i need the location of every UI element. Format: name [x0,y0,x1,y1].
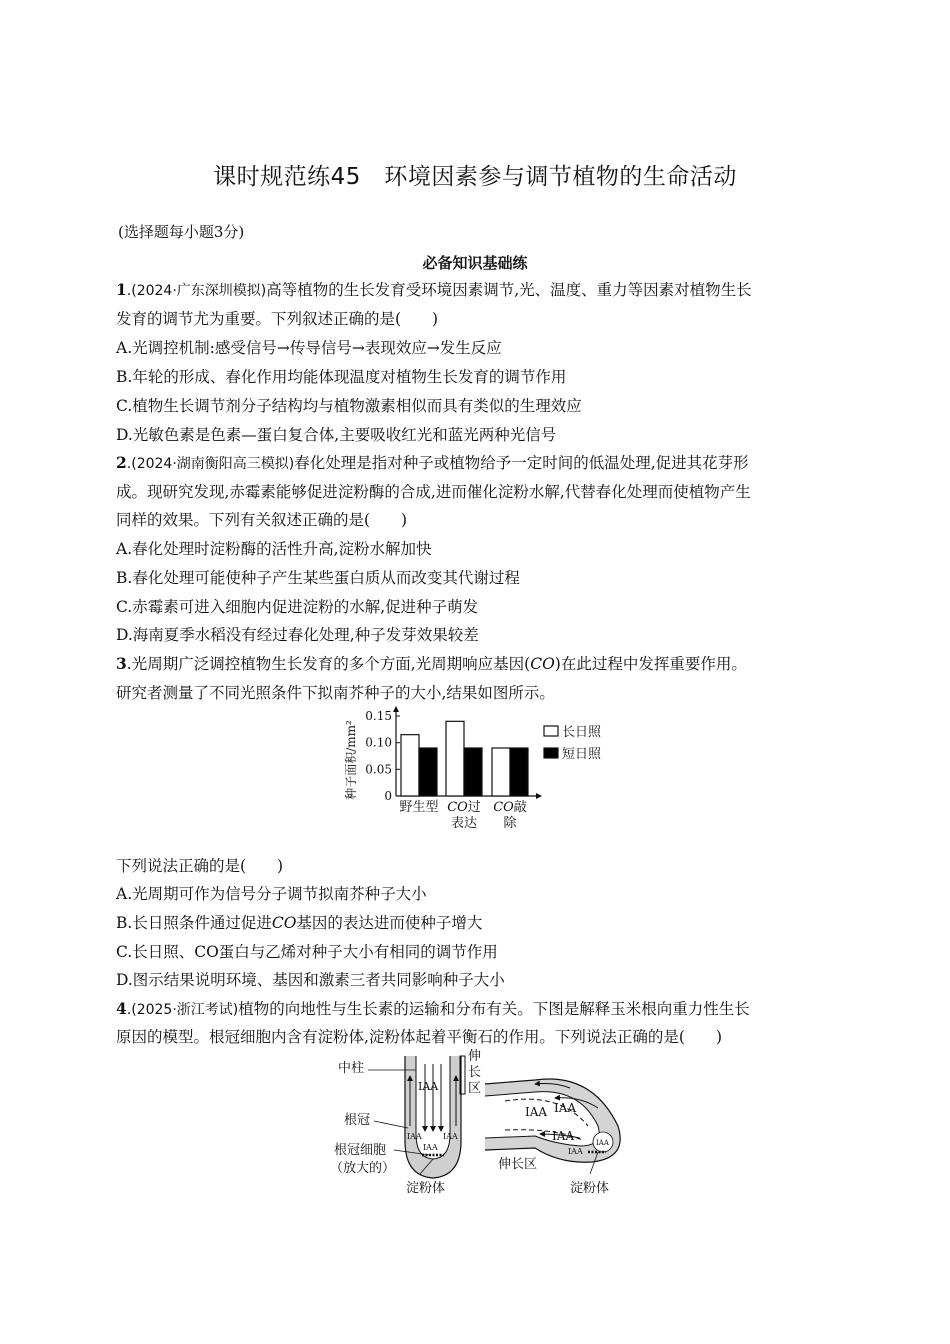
q2-stem-line1: 2.(2024·湖南衡阳高三模拟)春化处理是指对种子或植物给予一定时间的低温处理,促进其花芽形 [116,453,749,472]
q2-stem-line2: 成。现研究发现,赤霉素能够促进淀粉酶的合成,进而催化淀粉水解,代替春化处理而使植物产生 [116,483,751,501]
q1-option-a: A.光调控机制:感受信号→传导信号→表现效应→发生反应 [116,339,502,357]
q2-option-a: A.春化处理时淀粉酶的活性升高,淀粉水解加快 [116,540,432,558]
iaa-label: IAA [443,1132,458,1141]
x-axis-arrow [536,793,542,799]
vertical-root-figure [330,1048,481,1196]
iaa-label: IAA [423,1143,438,1152]
legend-swatch [544,748,558,758]
bar-long-day [446,721,464,796]
y-tick-label: 0.10 [365,735,392,750]
y-tick-label: 0.15 [365,709,392,723]
label-dianfenti-right: 淀粉体 [570,1181,610,1196]
q3-stem-line1: 3.光周期广泛调控植物生长发育的多个方面,光周期响应基因(CO)在此过程中发挥重要作用。 [116,654,747,673]
iaa-label: IAA [407,1132,422,1141]
q2-option-b: B.春化处理可能使种子产生某些蛋白质从而改变其代谢过程 [116,569,520,587]
iaa-label: IAA [418,1080,439,1093]
q1-option-c: C.植物生长调节剂分子结构均与植物激素相似而具有类似的生理效应 [116,397,582,415]
bar-short-day [510,748,528,796]
label-dianfenti-left: 淀粉体 [406,1181,446,1196]
q1-option-b: B.年轮的形成、春化作用均能体现温度对植物生长发育的调节作用 [116,368,567,386]
bar-long-day [492,748,510,796]
page-title: 课时规范练45 环境因素参与调节植物的生命活动 [213,164,737,190]
horizontal-root-figure [485,1079,620,1196]
q3-option-a: A.光周期可作为信号分子调节拟南芥种子大小 [116,885,427,903]
q1-stem-line1: 1.(2024·广东深圳模拟)高等植物的生长发育受环境因素调节,光、温度、重力等因素对植物生长 [116,280,752,299]
q3-ask: 下列说法正确的是( ) [116,857,284,875]
score-note: (选择题每小题3分) [118,223,245,241]
iaa-label: IAA [525,1105,548,1119]
root-gravitropism-diagram [330,1046,630,1196]
q2-option-d: D.海南夏季水稻没有经过春化处理,种子发芽效果较差 [116,626,479,644]
iaa-label: IAA [596,1139,609,1147]
label-genguan-cell: 根冠细胞 [334,1143,387,1158]
label-genguan: 根冠 [344,1113,371,1128]
q2-option-c: C.赤霉素可进入细胞内促进淀粉的水解,促进种子萌发 [116,598,479,616]
q3-stem-line2: 研究者测量了不同光照条件下拟南芥种子的大小,结果如图所示。 [116,684,555,702]
bar-short-day [419,748,437,796]
q1-option-d: D.光敏色素是色素—蛋白复合体,主要吸收红光和蓝光两种光信号 [116,426,557,444]
iaa-label: IAA [554,1101,577,1115]
x-category-label-line2: 除 [503,816,517,831]
label-enlarged: （放大的） [330,1161,396,1176]
q3-option-c: C.长日照、CO蛋白与乙烯对种子大小有相同的调节作用 [116,943,498,961]
legend-swatch [544,726,558,736]
label-zhongzhu: 中柱 [338,1061,365,1076]
q3-option-b: B.长日照条件通过促进CO基因的表达进而使种子增大 [116,914,483,932]
q1-stem-line2: 发育的调节尤为重要。下列叙述正确的是( ) [116,310,439,328]
q4-stem-line1: 4.(2025·浙江考试)植物的向地性与生长素的运输和分布有关。下图是解释玉米根向重力性生长 [116,999,750,1018]
legend-label: 长日照 [562,725,602,740]
bar-long-day [401,735,419,796]
x-category-label: CO敲 [493,800,527,815]
x-category-label: CO过 [447,800,481,815]
y-tick-label: 0 [384,789,392,803]
iaa-label: IAA [568,1147,583,1156]
legend-label: 短日照 [562,747,602,762]
label-shenzhangqu-v3: 区 [468,1081,482,1096]
y-tick-label: 0.05 [365,762,392,777]
iaa-label: IAA [552,1129,575,1143]
q3-option-d: D.图示结果说明环境、基因和激素三者共同影响种子大小 [116,971,505,989]
y-axis-label: 种子面积/mm² [344,720,358,800]
q2-stem-line3: 同样的效果。下列有关叙述正确的是( ) [116,511,408,529]
y-axis-arrow [393,706,399,712]
section-heading: 必备知识基础练 [422,254,528,272]
label-shenzhangqu-v2: 长 [468,1065,482,1080]
x-category-label-line2: 表达 [450,816,478,831]
seed-area-bar-chart [340,704,630,834]
x-category-label: 野生型 [399,800,439,815]
bar-short-day [464,748,482,796]
label-shenzhangqu: 伸长区 [498,1157,538,1172]
label-shenzhangqu-v1: 伸 [468,1049,482,1064]
q4-stem-line2: 原因的模型。根冠细胞内含有淀粉体,淀粉体起着平衡石的作用。下列说法正确的是( ) [116,1028,723,1046]
